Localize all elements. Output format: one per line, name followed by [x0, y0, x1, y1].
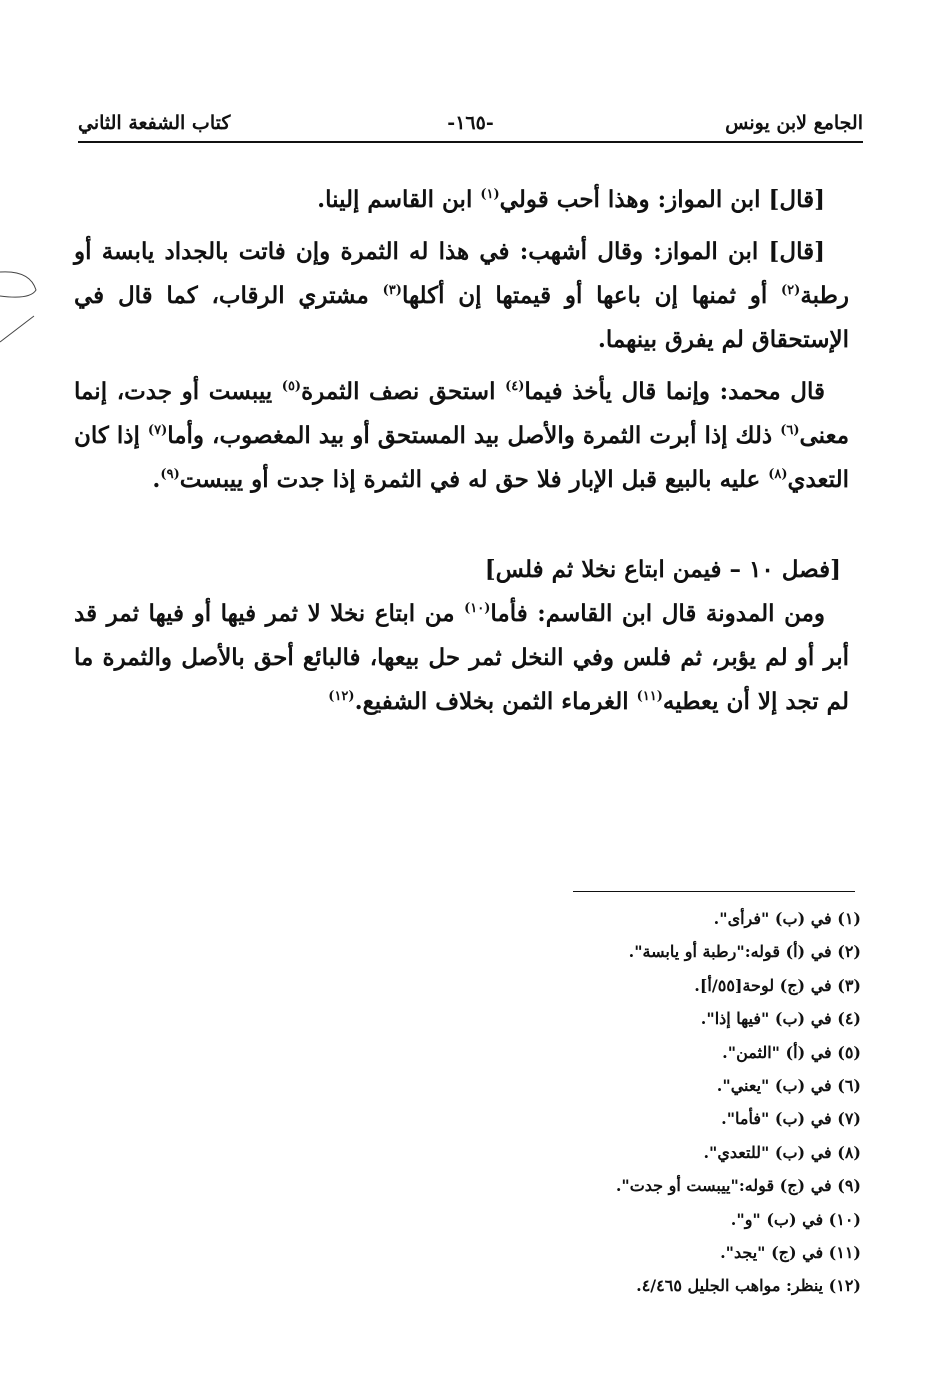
footnote-separator [573, 891, 855, 892]
footnote-2: (٢) في (أ) قوله:"رطبة أو يابسة". [628, 942, 861, 962]
footnote-12: (١٢) ينظر: مواهب الجليل ٤/٤٦٥. [636, 1276, 861, 1296]
footnote-ref-3: (٣) [382, 283, 402, 298]
footnote-ref-5: (٥) [281, 379, 302, 394]
footnote-ref-4: (٤) [505, 379, 525, 394]
footnote-ref-7: (٧) [147, 423, 168, 438]
footnote-ref-8: (٨) [768, 467, 788, 482]
footnotes-list [440, 902, 861, 1303]
paragraph-2: [قال] ابن المواز: وقال أشهب: في هذا له الثمرة وإن فاتت بالجداد يابسة أو رطبة$^{(٢)}$ أو ثمنها إن باعها أو قيمتها إن أكلها$^{(٣)}$ مشتري الرقاب، كما قال في الإستحقاق لم يفرق بينهما. [74, 238, 849, 353]
paragraph-1: [قال] ابن المواز: وهذا أحب قولي$^{(١)}$ ابن القاسم إلينا. [317, 186, 825, 213]
footnote-6: (٦) في (ب) "يعني". [716, 1076, 861, 1096]
footnote-7: (٧) في (ب) "فأما". [721, 1109, 861, 1129]
footnote-1: (١) في (ب) "فرأى". [713, 909, 861, 928]
scan-edge-mark [0, 260, 40, 360]
footnote-5: (٥) في (أ) "الثمن". [722, 1042, 861, 1062]
book-title: الجامع لابن يونس [725, 112, 863, 134]
main-text [74, 178, 849, 724]
footnote-10: (١٠) في (ب) "و". [730, 1209, 861, 1229]
footnote-ref-9: (٩) [160, 467, 180, 482]
footnote-3: (٣) في (ج) لوحة[٥٥/أ]. [694, 975, 861, 995]
chapter-title: كتاب الشفعة الثاني [78, 112, 231, 134]
footnote-ref-10: (١٠) [464, 601, 491, 616]
paragraph-4: ومن المدونة قال ابن القاسم: فأما$^{(١٠)}$ من ابتاع نخلا لا ثمر فيها أو فيها ثمر قد أبر أو لم يؤبر، ثم فلس وفي النخل ثمر حل بيعها، فالبائع أحق بالأصل والثمرة ما لم تجد إلا أن يعطيه$^{(١١)}$ الغرماء الثمن بخلاف الشفيع.$^{(١٢)}$ [74, 600, 849, 715]
footnote-ref-6: (٦) [780, 423, 800, 438]
section-heading: [فصل ١٠ – فيمن ابتاع نخلا ثم فلس] [484, 556, 841, 583]
running-header [78, 112, 863, 142]
footnote-4: (٤) في (ب) "فيها إذا". [700, 1009, 861, 1029]
header-rule [78, 141, 863, 143]
footnote-9: (٩) في (ج) قوله:"ييبست أو جدت". [615, 1176, 861, 1196]
footnote-8: (٨) في (ب) "للتعدي". [703, 1142, 861, 1162]
footnote-11: (١١) في (ج) "يجد". [720, 1243, 861, 1263]
paragraph-3: قال محمد: وإنما قال يأخذ فيما$^{(٤)}$ استحق نصف الثمرة$^{(٥)}$ ييبست أو جدت، إنما معنى$^{(٦)}$ ذلك إذا أبرت الثمرة والأصل بيد المستحق أو بيد المغصوب، وأما$^{(٧)}$ إذا كان التعدي$^{(٨)}$ عليه بالبيع قبل الإبار فلا حق له في الثمرة إذا جدت أو ييبست$^{(٩)}$. [74, 378, 850, 493]
footnote-ref-2: (٢) [781, 283, 801, 298]
footnote-ref-11: (١١) [636, 689, 663, 704]
page-number: -١٦٥- [447, 112, 494, 134]
footnote-ref-12: (١٢) [328, 689, 355, 704]
footnote-ref-1: (١) [480, 187, 500, 202]
